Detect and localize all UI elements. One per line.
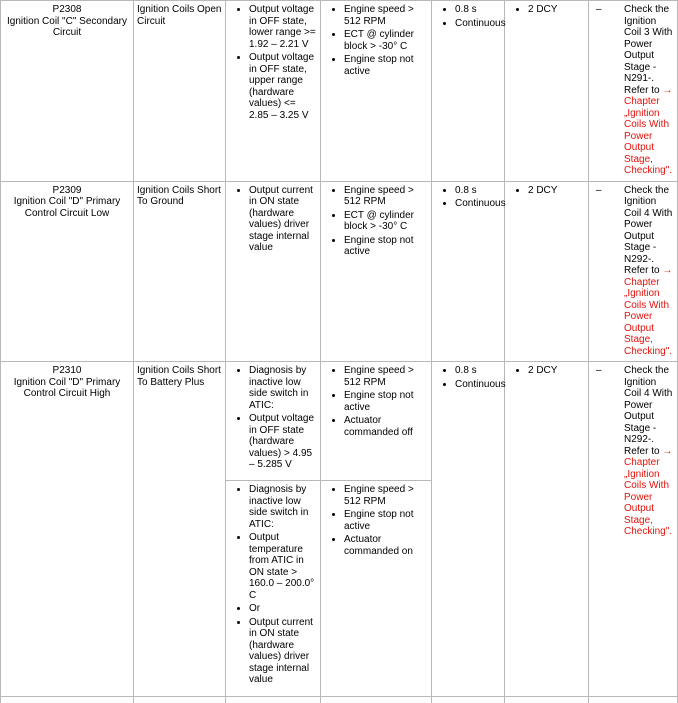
- list-item: • Or: [249, 603, 317, 615]
- list-item: • Engine speed > 512 RPM: [344, 484, 428, 507]
- time-cell: [432, 362, 505, 697]
- empty-cell: [432, 697, 505, 703]
- list-item: • Engine speed > 512 RPM: [344, 185, 428, 208]
- enable-cell: [321, 181, 432, 362]
- list-item: • Diagnosis by inactive low side switch in ATIC:: [249, 484, 317, 530]
- enable-cell: [321, 362, 432, 481]
- list-item: • Engine stop not active: [344, 235, 428, 258]
- empty-cell: [505, 697, 589, 703]
- action-text: [624, 365, 674, 538]
- list-item: • Actuator commanded off: [344, 415, 428, 438]
- list-item: • 0.8 s: [455, 365, 501, 377]
- action-item: [592, 185, 674, 358]
- action-instruction: Check the Ignition Coil 4 With Power Output Stage -N292-. Refer to: [624, 365, 672, 457]
- conditions-cell: [226, 362, 321, 481]
- conditions-list: [229, 365, 317, 471]
- list-item: • Engine stop not active: [344, 54, 428, 77]
- time-list: [435, 4, 501, 29]
- action-instruction: Check the Ignition Coil 4 With Power Output Stage -N292-. Refer to: [624, 185, 672, 277]
- conditions-list: [229, 4, 317, 121]
- empty-cell: [321, 697, 432, 703]
- enable-list: [324, 365, 428, 438]
- list-item: • 2 DCY: [528, 365, 585, 377]
- enable-list: [324, 484, 428, 557]
- list-item: • Output current in ON state (hardware values) driver stage internal value: [249, 185, 317, 254]
- empty-cell: [226, 697, 321, 703]
- table-row: [1, 1, 678, 182]
- mil-list: [508, 185, 585, 197]
- mil-list: [508, 365, 585, 377]
- list-item: • ECT @ cylinder block > -30° C: [344, 29, 428, 52]
- fault-type-cell: [134, 181, 226, 362]
- chapter-link[interactable]: → Chapter „Ignition Coils With Power Output Stage, Checking".: [624, 85, 672, 177]
- list-item: • Engine stop not active: [344, 390, 428, 413]
- action-cell: [589, 181, 678, 362]
- conditions-list: [229, 484, 317, 686]
- conditions-cell: [226, 481, 321, 697]
- dtc-cell: [1, 181, 134, 362]
- dash-marker: –: [592, 185, 624, 358]
- conditions-cell: [226, 1, 321, 182]
- list-item: • ECT @ cylinder block > -30° C: [344, 210, 428, 233]
- fault-type-cell: [134, 362, 226, 697]
- list-item: • 0.8 s: [455, 4, 501, 16]
- list-item: • Continuous: [455, 198, 501, 210]
- list-item: • Engine speed > 512 RPM: [344, 365, 428, 388]
- table-row: [1, 362, 678, 481]
- list-item: • Diagnosis by inactive low side switch in ATIC:: [249, 365, 317, 411]
- chapter-link[interactable]: → Chapter „Ignition Coils With Power Output Stage, Checking".: [624, 446, 672, 538]
- fault-type: Ignition Coils Short To Battery Plus: [137, 365, 221, 388]
- dash-marker: –: [592, 4, 624, 177]
- list-item: • Output voltage in OFF state (hardware values) > 4.95 – 5.285 V: [249, 413, 317, 471]
- mil-cell: [505, 1, 589, 182]
- mil-cell: [505, 181, 589, 362]
- dtc-code: P2308: [4, 4, 130, 16]
- list-item: • 2 DCY: [528, 4, 585, 16]
- dtc-cell: [1, 362, 134, 697]
- conditions-list: [229, 185, 317, 254]
- action-cell: [589, 1, 678, 182]
- dtc-description: Ignition Coil "C" Secondary Circuit: [4, 16, 130, 39]
- table-row-continuation: [1, 697, 678, 703]
- dtc-code: P2309: [4, 185, 130, 197]
- table-row: [1, 181, 678, 362]
- time-cell: [432, 1, 505, 182]
- time-cell: [432, 181, 505, 362]
- fault-type-cell: [134, 1, 226, 182]
- list-item: • Actuator commanded on: [344, 534, 428, 557]
- time-list: [435, 185, 501, 210]
- empty-cell: [589, 697, 678, 703]
- action-item: [592, 4, 674, 177]
- empty-cell: [134, 697, 226, 703]
- list-item: • 0.8 s: [455, 185, 501, 197]
- action-cell: [589, 362, 678, 697]
- list-item: • Output voltage in OFF state, upper range (hardware values) <= 2.85 – 3.25 V: [249, 52, 317, 121]
- dtc-code: P2310: [4, 365, 130, 377]
- action-text: [624, 185, 674, 358]
- list-item: • Output temperature from ATIC in ON state > 160.0 – 200.0° C: [249, 532, 317, 601]
- enable-cell: [321, 1, 432, 182]
- list-item: • Engine stop not active: [344, 509, 428, 532]
- action-instruction: Check the Ignition Coil 3 With Power Output Stage -N291-. Refer to: [624, 4, 672, 96]
- fault-type: Ignition Coils Open Circuit: [137, 4, 222, 27]
- enable-list: [324, 4, 428, 77]
- list-item: • Output current in ON state (hardware values) driver stage internal value: [249, 617, 317, 686]
- dtc-cell: [1, 1, 134, 182]
- empty-cell: [1, 697, 134, 703]
- enable-cell: [321, 481, 432, 697]
- fault-type: Ignition Coils Short To Ground: [137, 185, 221, 208]
- mil-list: [508, 4, 585, 16]
- dash-marker: –: [592, 365, 624, 538]
- mil-cell: [505, 362, 589, 697]
- enable-list: [324, 185, 428, 258]
- list-item: • 2 DCY: [528, 185, 585, 197]
- conditions-cell: [226, 181, 321, 362]
- action-text: [624, 4, 674, 177]
- chapter-link[interactable]: → Chapter „Ignition Coils With Power Output Stage, Checking".: [624, 265, 672, 357]
- action-item: [592, 365, 674, 538]
- list-item: • Continuous: [455, 18, 501, 30]
- time-list: [435, 365, 501, 390]
- dtc-description: Ignition Coil "D" Primary Control Circuit Low: [4, 196, 130, 219]
- dtc-description: Ignition Coil "D" Primary Control Circuit High: [4, 377, 130, 400]
- list-item: • Output voltage in OFF state, lower range >= 1.92 – 2.21 V: [249, 4, 317, 50]
- list-item: • Engine speed > 512 RPM: [344, 4, 428, 27]
- list-item: • Continuous: [455, 379, 501, 391]
